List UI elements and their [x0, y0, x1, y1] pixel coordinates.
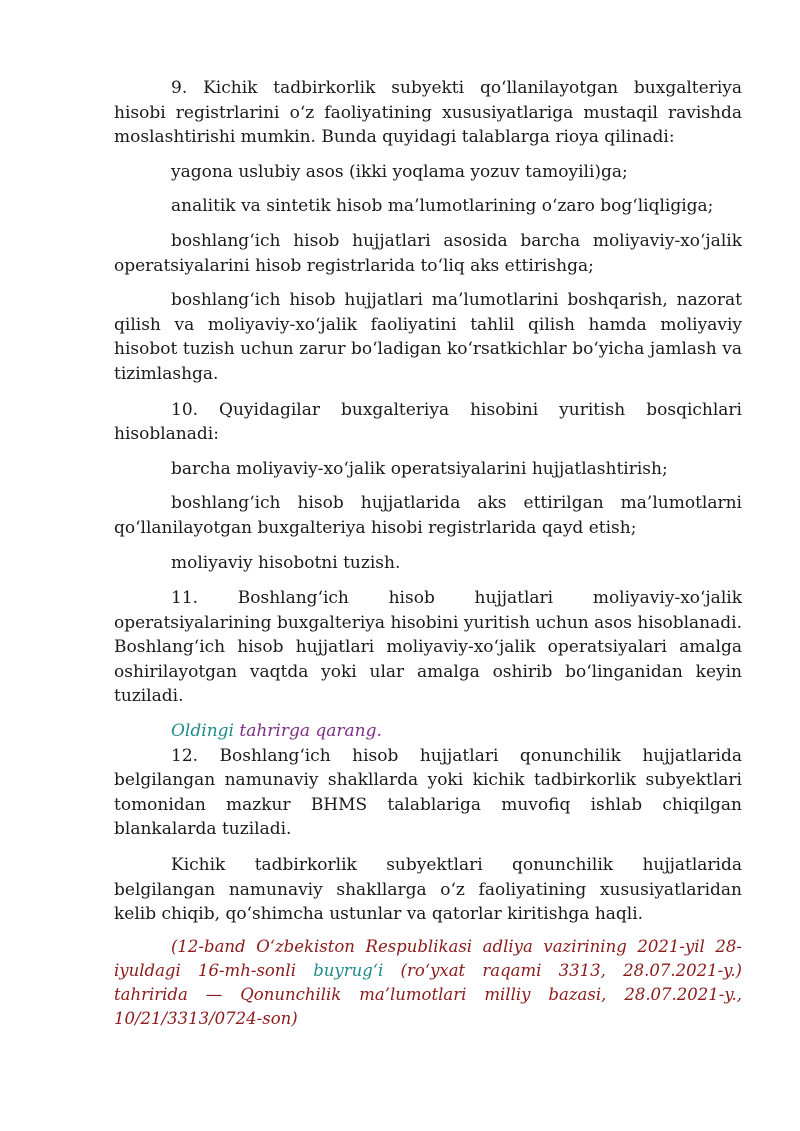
- clause-9-item-4: boshlang‘ich hisob hujjatlari ma’lumotlarini boshqarish, nazorat qilish va moliyaviy-xo‘jalik faoliyatini tahlil qilish hamda moliyaviy hisobot tuzish uchun zarur bo‘ladigan ko‘rsatkichlar bo‘yicha jamlash va tizimlashga.: [114, 290, 742, 384]
- previous-edition-note: [114, 719, 742, 744]
- clause-10-item-3: moliyaviy hisobotni tuzish.: [171, 552, 401, 573]
- clause-9-item-2: analitik va sintetik hisob ma’lumotlarining o‘zaro bog‘liqligiga;: [171, 196, 714, 217]
- clause-10-intro: 10. Quyidagilar buxgalteriya hisobini yuritish bosqichlari hisoblanadi:: [114, 399, 742, 445]
- previous-edition-link[interactable]: Oldingi: [171, 721, 234, 742]
- previous-edition-text: tahrirga qarang.: [233, 721, 382, 742]
- clause-9-item-3: boshlang‘ich hisob hujjatlari asosida barcha moliyaviy-xo‘jalik operatsiyalarini hisob registrlarida to‘liq aks ettirishga;: [114, 230, 742, 276]
- clause-12: 12. Boshlang‘ich hisob hujjatlari qonunchilik hujjatlarida belgilangan namunaviy shakllarda yoki kichik tadbirkorlik subyektlari tomonidan mazkur BHMS talablariga muvofiq ishlab chiqilgan blankalarda tuziladi.: [114, 745, 742, 840]
- clause-10-item-1: barcha moliyaviy-xo‘jalik operatsiyalarini hujjatlashtirish;: [171, 458, 668, 479]
- clause-11: 11. Boshlang‘ich hisob hujjatlari moliyaviy-xo‘jalik operatsiyalarining buxgalteriya hisobini yuritish uchun asos hisoblanadi. Boshlang‘ich hisob hujjatlari moliyaviy-xo‘jalik operatsiyalari amalga oshirilayotgan vaqtda yoki ular amalga oshirib bo‘linganidan keyin tuziladi.: [114, 588, 742, 707]
- clause-9-intro: 9. Kichik tadbirkorlik subyekti qo‘llanilayotgan buxgalteriya hisobi registrlarini o‘z faoliyatining xususiyatlariga mustaqil ravishda moslashtirishi mumkin. Bunda quyidagi talablarga rioya qilinadi:: [114, 78, 742, 148]
- clause-10-item-2: boshlang‘ich hisob hujjatlarida aks ettirilgan ma’lumotlarni qo‘llanilayotgan buxgalteriya hisobi registrlarida qayd etish;: [114, 493, 742, 538]
- source-note-text-1: (12-band O‘zbekiston Respublikasi adliya vazirining 2021-yil 28-iyuldagi 16-mh-sonli: [114, 936, 742, 980]
- source-note-text-2: (ro‘yxat raqami 3313, 28.07.2021-y.) tahririda — Qonunchilik ma’lumotlari milliy bazasi, 28.07.2021-y., 10/21/3313/0724-son): [114, 960, 742, 1028]
- clause-12-continued: Kichik tadbirkorlik subyektlari qonunchilik hujjatlarida belgilangan namunaviy shakllarga o‘z faoliyatining xususiyatlaridan kelib chiqib, qo‘shimcha ustunlar va qatorlar kiritishga haqli.: [114, 855, 742, 925]
- clause-9-item-1: yagona uslubiy asos (ikki yoqlama yozuv tamoyili)ga;: [171, 161, 628, 182]
- edition-source-note: [114, 935, 742, 1031]
- order-link[interactable]: buyrug‘i: [313, 960, 384, 980]
